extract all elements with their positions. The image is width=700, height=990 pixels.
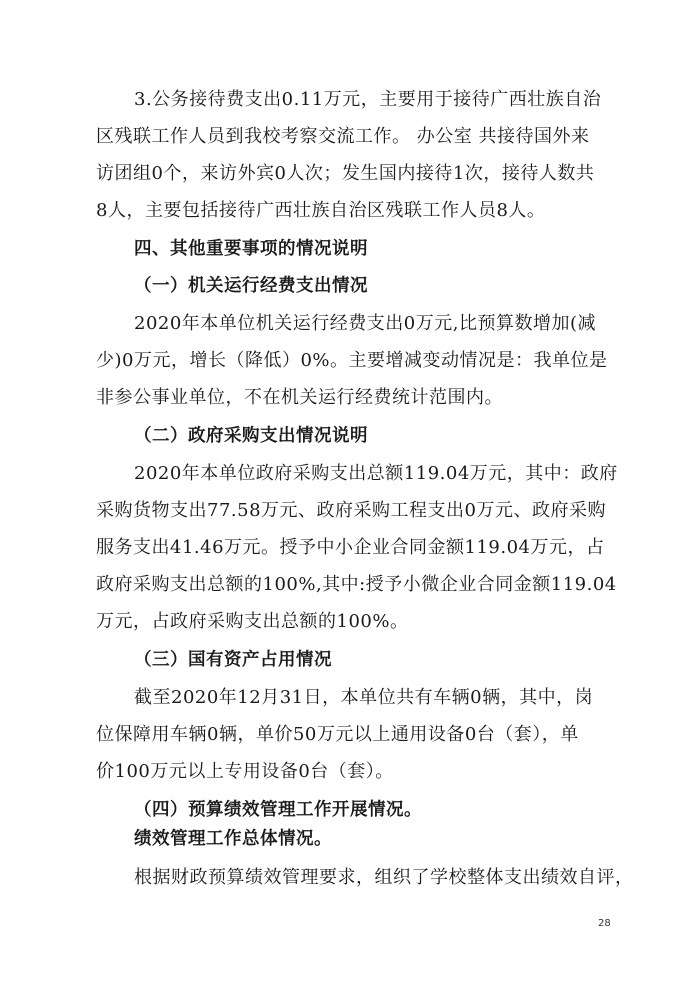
paragraph-line: 2020年本单位政府采购支出总额119.04万元，其中：政府 [134,463,618,484]
paragraph-line: 2020年本单位机关运行经费支出0万元,比预算数增加(减 [134,313,597,334]
subsection-heading: （二）政府采购支出情况说明 [134,426,368,446]
subsection-heading: （四）预算绩效管理工作开展情况。 [134,800,422,820]
paragraph-line: 政府采购支出总额的100%,其中:授予小微企业合同金额119.04 [96,574,617,595]
paragraph-line: 采购货物支出77.58万元、政府采购工程支出0万元、政府采购 [96,500,606,521]
paragraph-line: 位保障用车辆0辆，单价50万元以上通用设备0台（套），单 [96,724,579,745]
subsection-heading: （一）机关运行经费支出情况 [134,276,368,296]
paragraph-line: 8人，主要包括接待广西壮族自治区残联工作人员8人。 [96,200,546,221]
paragraph-line: 区残联工作人员到我校考察交流工作。 办公室 共接待国外来 [96,126,590,147]
subsection-heading: 绩效管理工作总体情况。 [134,829,332,849]
paragraph-line: 万元，占政府采购支出总额的100%。 [96,611,409,632]
section-heading: 四、其他重要事项的情况说明 [134,239,368,259]
paragraph-line: 根据财政预算绩效管理要求，组织了学校整体支出绩效自评， [134,867,634,888]
page-number: 28 [598,918,611,929]
subsection-heading: （三）国有资产占用情况 [134,650,332,670]
paragraph-line: 少)0万元，增长（降低）0%。主要增减变动情况是：我单位是 [96,350,608,371]
paragraph-line: 访团组0个，来访外宾0人次；发生国内接待1次，接待人数共 [96,163,595,184]
paragraph-line: 3.公务接待费支出0.11万元，主要用于接待广西壮族自治 [134,89,602,110]
paragraph-line: 非参公事业单位，不在机关运行经费统计范围内。 [96,387,503,408]
paragraph-line: 价100万元以上专用设备0台（套）。 [96,761,394,782]
paragraph-line: 截至2020年12月31日，本单位共有车辆0辆，其中，岗 [134,687,594,708]
paragraph-line: 服务支出41.46万元。授予中小企业合同金额119.04万元，占 [96,537,605,558]
